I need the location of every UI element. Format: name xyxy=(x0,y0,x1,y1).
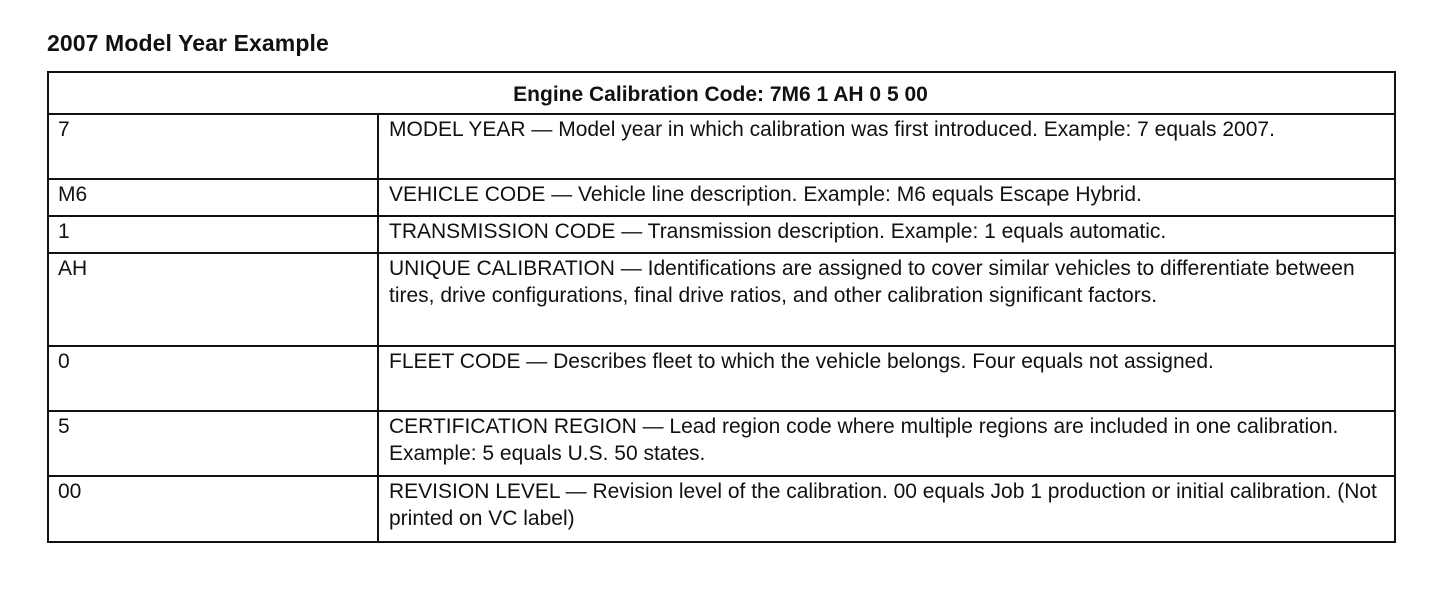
description-cell: VEHICLE CODE — Vehicle line description. Example: M6 equals Escape Hybrid. xyxy=(378,179,1395,216)
code-cell: 5 xyxy=(48,411,378,476)
calibration-code-table xyxy=(47,71,1396,543)
description-cell: REVISION LEVEL — Revision level of the calibration. 00 equals Job 1 production or initial calibration. (Not printed on VC label) xyxy=(378,476,1395,542)
table-row-fleet-code xyxy=(48,346,1395,411)
table-header-row xyxy=(48,72,1395,114)
description-cell: UNIQUE CALIBRATION — Identifications are assigned to cover similar vehicles to differentiate between tires, drive configurations, final drive ratios, and other calibration significant factors. xyxy=(378,253,1395,346)
code-cell: 0 xyxy=(48,346,378,411)
table-header: Engine Calibration Code: 7M6 1 AH 0 5 00 xyxy=(48,72,1395,114)
page-title: 2007 Model Year Example xyxy=(47,30,329,56)
code-cell: M6 xyxy=(48,179,378,216)
table-row-model-year xyxy=(48,114,1395,179)
code-cell: 1 xyxy=(48,216,378,253)
description-cell: CERTIFICATION REGION — Lead region code where multiple regions are included in one calibration. Example: 5 equals U.S. 50 states. xyxy=(378,411,1395,476)
description-cell: TRANSMISSION CODE — Transmission description. Example: 1 equals automatic. xyxy=(378,216,1395,253)
description-cell: FLEET CODE — Describes fleet to which the vehicle belongs. Four equals not assigned. xyxy=(378,346,1395,411)
table-row-revision-level xyxy=(48,476,1395,542)
table-row-certification-region xyxy=(48,411,1395,476)
code-cell: 00 xyxy=(48,476,378,542)
table-row-transmission-code xyxy=(48,216,1395,253)
code-cell: AH xyxy=(48,253,378,346)
description-cell: MODEL YEAR — Model year in which calibration was first introduced. Example: 7 equals 2007. xyxy=(378,114,1395,179)
code-cell: 7 xyxy=(48,114,378,179)
table-row-vehicle-code xyxy=(48,179,1395,216)
table-row-unique-calibration xyxy=(48,253,1395,346)
